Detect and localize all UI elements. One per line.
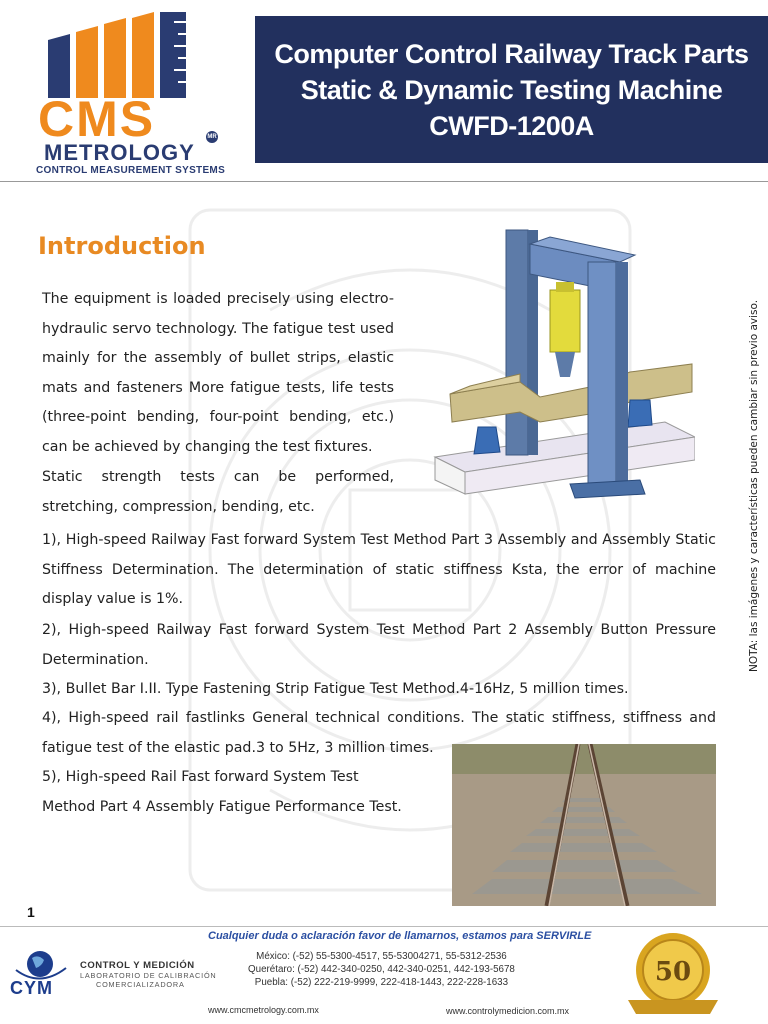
cym-subtitle: [80, 971, 217, 989]
testing-machine-illustration: [430, 222, 695, 507]
side-note: NOTA: las imágenes y características pueden cambiar sin previo aviso.: [748, 299, 760, 672]
website-link-cms[interactable]: www.cmcmetrology.com.mx: [208, 1005, 319, 1015]
footer-tagline: Cualquier duda o aclaración favor de llamarnos, estamos para SERVIRLE: [208, 930, 592, 942]
title-line-3: CWFD-1200A: [429, 110, 594, 141]
contact-phones: [248, 950, 515, 989]
cym-title: CONTROL Y MEDICIÓN: [80, 960, 195, 971]
footer-divider: [0, 926, 768, 927]
contact-puebla: Puebla: (-52) 222-219-9999, 222-418-1443, 222-228-1633: [254, 977, 509, 988]
railway-track-photo: [452, 744, 716, 906]
website-link-cym[interactable]: www.controlymedicion.com.mx: [446, 1006, 570, 1016]
cms-metrology-logo: [30, 8, 230, 176]
paragraph-item-1: 1), High-speed Railway Fast forward System Test Method Part 3 Assembly and Assembly Static Stiffness Determination. The determination of static stiffness Ksta, the error of machine display value is 1%.: [42, 532, 716, 607]
paragraph-item-3: 3), Bullet Bar I.II. Type Fastening Strip Fatigue Test Method.4-16Hz, 5 million times.: [42, 681, 629, 697]
header-divider: [0, 181, 768, 182]
contact-mexico: México: (-52) 55-5300-4517, 55-53004271, 55-5312-2536: [256, 951, 507, 962]
logo-wordmark: CMS: [38, 91, 156, 147]
anniversary-seal-icon: [618, 930, 728, 1020]
cym-subtitle-line-2: COMERCIALIZADORA: [96, 980, 185, 989]
paragraph-item-5: 5), High-speed Rail Fast forward System Test Method Part 4 Assembly Fatigue Performance Test.: [42, 769, 402, 815]
building-bars-icon: [48, 12, 208, 98]
paragraph-static: Static strength tests can be performed, stretching, compression, bending, etc.: [42, 469, 394, 515]
title-line-1: Computer Control Railway Track Parts: [274, 38, 749, 69]
cym-subtitle-line-1: LABORATORIO DE CALIBRACIÓN: [80, 971, 217, 980]
page-number: 1: [27, 904, 35, 920]
logo-tagline: CONTROL MEASUREMENT SYSTEMS: [36, 165, 226, 176]
paragraph-item-4: 4), High-speed rail fastlinks General technical conditions. The static stiffness, stiffness and fatigue test of the elastic pad.3 to 5Hz, 3 million times.: [42, 710, 716, 756]
section-heading: Introduction: [38, 232, 206, 260]
paragraph-intro: The equipment is loaded precisely using electro-hydraulic servo technology. The fatigue test used mainly for the assembly of bullet strips, elastic mats and fasteners More fatigue tests, life tests (three-point bending, four-point bending, etc.) can be achieved by changing the test fixtures.: [42, 291, 394, 455]
paragraph-item-2: 2), High-speed Railway Fast forward System Test Method Part 2 Assembly Button Pressure Determination.: [42, 622, 716, 668]
cym-logo-text: CYM: [10, 978, 53, 998]
title-line-2: Static & Dynamic Testing Machine: [300, 74, 723, 105]
registered-mark-icon: MR: [206, 131, 218, 143]
title-banner: [255, 16, 768, 163]
logo-name: METROLOGY: [44, 140, 195, 165]
contact-queretaro: Querétaro: (-52) 442-340-0250, 442-340-0251, 442-193-5678: [248, 964, 515, 975]
seal-number: 50: [654, 957, 692, 987]
